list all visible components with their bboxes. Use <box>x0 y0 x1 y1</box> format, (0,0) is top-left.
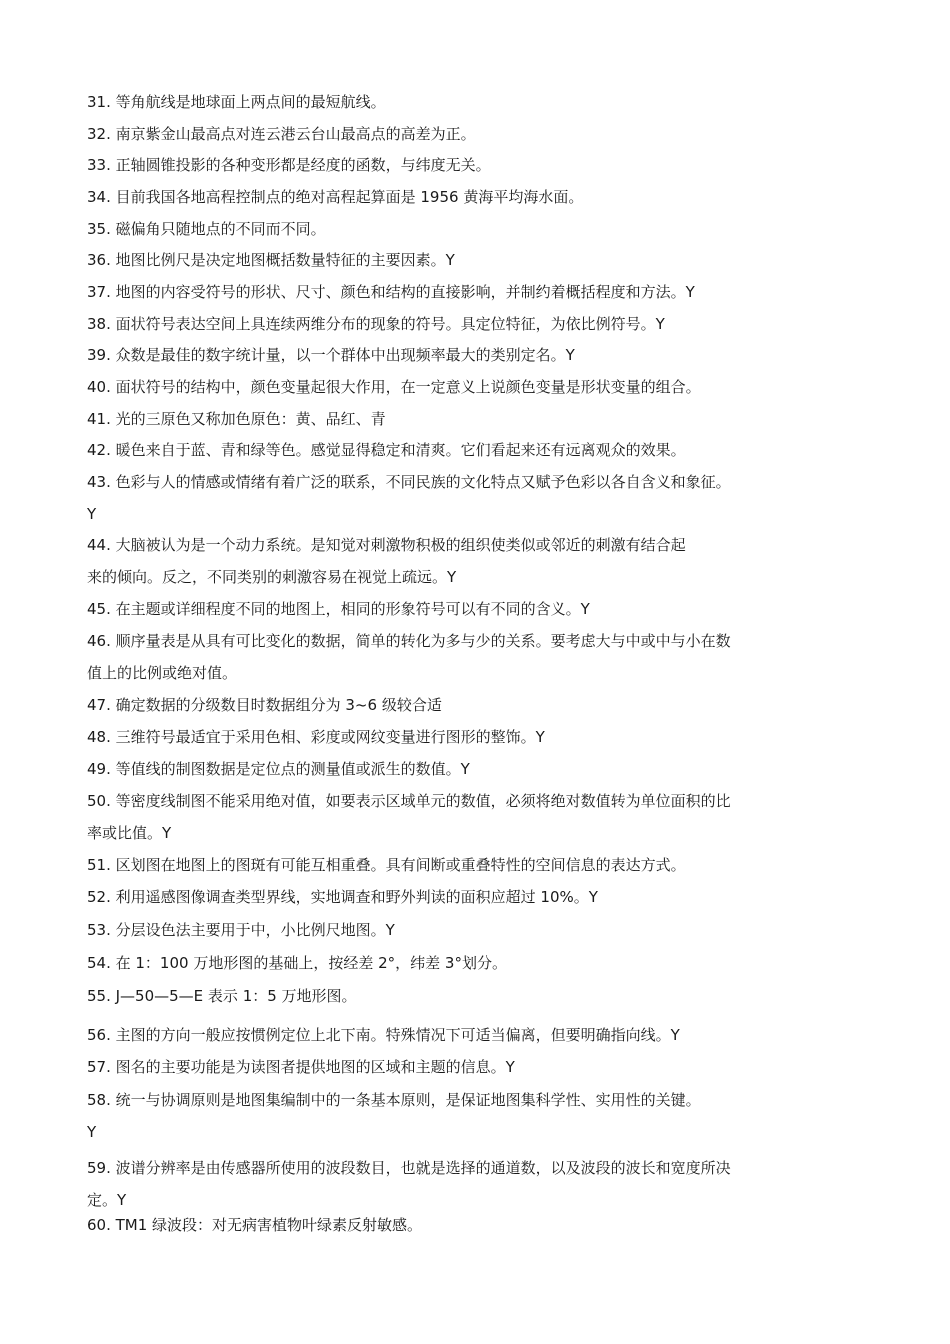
text-line: 53. 分层设色法主要用于中，小比例尺地图。Y <box>87 921 395 939</box>
text-line: 52. 利用遥感图像调查类型界线，实地调查和野外判读的面积应超过 10%。Y <box>87 888 598 906</box>
text-line: 45. 在主题或详细程度不同的地图上，相同的形象符号可以有不同的含义。Y <box>87 600 590 618</box>
text-line: 值上的比例或绝对值。 <box>87 664 238 682</box>
text-line: 41. 光的三原色又称加色原色：黄、品红、青 <box>87 410 386 428</box>
text-line: 39. 众数是最佳的数字统计量，以一个群体中出现频率最大的类别定名。Y <box>87 346 575 364</box>
text-line: 59. 波谱分辨率是由传感器所使用的波段数目，也就是选择的通道数，以及波段的波长和宽度所决 <box>87 1159 731 1177</box>
text-line: 60. TM1 绿波段：对无病害植物叶绿素反射敏感。 <box>87 1216 423 1234</box>
text-line: 31. 等角航线是地球面上两点间的最短航线。 <box>87 93 386 111</box>
text-line: 43. 色彩与人的情感或情绪有着广泛的联系，不同民族的文化特点又赋予色彩以各自含义和象征。 <box>87 473 731 491</box>
text-line: 38. 面状符号表达空间上具连续两维分布的现象的符号。具定位特征，为依比例符号。Y <box>87 315 665 333</box>
text-line: 56. 主图的方向一般应按惯例定位上北下南。特殊情况下可适当偏离，但要明确指向线。Y <box>87 1026 680 1044</box>
text-line: 32. 南京紫金山最高点对连云港云台山最高点的高差为正。 <box>87 125 476 143</box>
text-line: 50. 等密度线制图不能采用绝对值，如要表示区域单元的数值，必须将绝对数值转为单位面积的比 <box>87 792 731 810</box>
text-line: 57. 图名的主要功能是为读图者提供地图的区域和主题的信息。Y <box>87 1058 515 1076</box>
text-line: 40. 面状符号的结构中，颜色变量起很大作用，在一定意义上说颜色变量是形状变量的组合。 <box>87 378 701 396</box>
text-line: 46. 顺序量表是从具有可比变化的数据，简单的转化为多与少的关系。要考虑大与中或中与小在数 <box>87 632 731 650</box>
text-line: 58. 统一与协调原则是地图集编制中的一条基本原则，是保证地图集科学性、实用性的关键。 <box>87 1091 701 1109</box>
text-line: 44. 大脑被认为是一个动力系统。是知觉对刺激物积极的组织使类似或邻近的刺激有结合起 <box>87 536 686 554</box>
text-line: 来的倾向。反之，不同类别的刺激容易在视觉上疏远。Y <box>87 568 457 586</box>
text-line: 33. 正轴圆锥投影的各种变形都是经度的函数，与纬度无关。 <box>87 156 491 174</box>
text-line: 定。Y <box>87 1191 127 1209</box>
text-line: 36. 地图比例尺是决定地图概括数量特征的主要因素。Y <box>87 251 455 269</box>
text-line: 55. J—50—5—E 表示 1：5 万地形图。 <box>87 987 357 1005</box>
text-line: 率或比值。Y <box>87 824 172 842</box>
text-line: 51. 区划图在地图上的图斑有可能互相重叠。具有间断或重叠特性的空间信息的表达方式。 <box>87 856 686 874</box>
text-line: 35. 磁偏角只随地点的不同而不同。 <box>87 220 326 238</box>
text-line: 54. 在 1：100 万地形图的基础上，按经差 2°，纬差 3°划分。 <box>87 954 507 972</box>
text-line: 42. 暖色来自于蓝、青和绿等色。感觉显得稳定和清爽。它们看起来还有远离观众的效果。 <box>87 441 686 459</box>
text-line: 34. 目前我国各地高程控制点的绝对高程起算面是 1956 黄海平均海水面。 <box>87 188 584 206</box>
text-line: Y <box>87 505 97 523</box>
text-line: 49. 等值线的制图数据是定位点的测量值或派生的数值。Y <box>87 760 470 778</box>
text-line: 37. 地图的内容受符号的形状、尺寸、颜色和结构的直接影响，并制约着概括程度和方法。Y <box>87 283 695 301</box>
text-line: 48. 三维符号最适宜于采用色相、彩度或网纹变量进行图形的整饰。Y <box>87 728 545 746</box>
text-line: Y <box>87 1123 97 1141</box>
text-line: 47. 确定数据的分级数目时数据组分为 3~6 级较合适 <box>87 696 442 714</box>
